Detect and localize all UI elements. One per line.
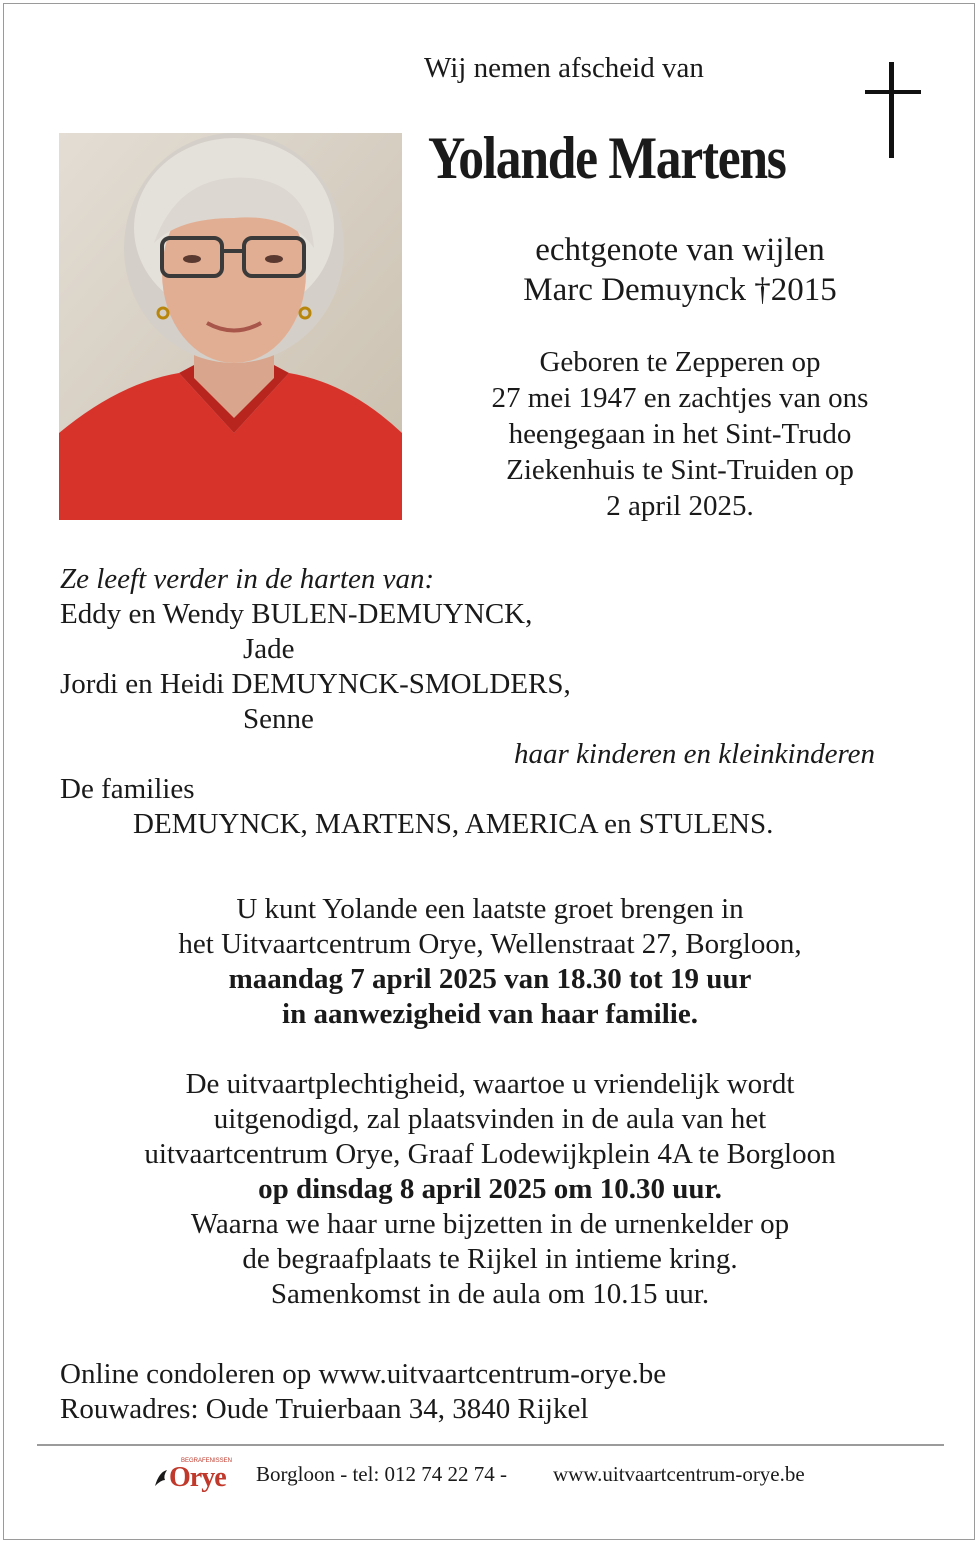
ceremony-line: De uitvaartplechtigheid, waartoe u vriendelijk wordt — [185, 1068, 795, 1100]
family-child-2: Jordi en Heidi DEMUYNCK-SMOLDERS, — [60, 668, 571, 700]
ceremony-line: uitvaartcentrum Orye, Graaf Lodewijkplein 4A te Borgloon — [144, 1138, 836, 1170]
portrait-photo — [59, 133, 402, 520]
spouse-info — [440, 230, 920, 310]
visitation-note: in aanwezigheid van haar familie. — [282, 998, 698, 1030]
family-intro: Ze leeft verder in de harten van: — [60, 563, 435, 595]
cross-icon — [865, 62, 921, 158]
visitation-line: U kunt Yolande een laatste groet brengen in — [236, 893, 744, 925]
dove-icon — [153, 1466, 169, 1492]
footer-divider — [37, 1444, 944, 1446]
ceremony-date: op dinsdag 8 april 2025 om 10.30 uur. — [258, 1173, 722, 1205]
ceremony-line: Samenkomst in de aula om 10.15 uur. — [270, 1278, 710, 1310]
visitation-line: het Uitvaartcentrum Orye, Wellenstraat 27, Borgloon, — [178, 928, 802, 960]
spouse-line-2: Marc Demuynck †2015 — [523, 272, 837, 308]
footer-website-link[interactable]: www.uitvaartcentrum-orye.be — [553, 1462, 805, 1486]
ceremony-line: Waarna we haar urne bijzetten in de urnenkelder op — [190, 1208, 790, 1240]
visitation-info — [0, 892, 980, 1032]
deceased-name: Yolande Martens — [428, 125, 786, 191]
birth-line: Ziekenhuis te Sint-Truiden op — [506, 454, 854, 486]
families-label: De families — [60, 773, 195, 805]
family-grandchild-2: Senne — [243, 703, 314, 735]
logo-word: Orye — [169, 1462, 226, 1493]
spouse-line-1: echtgenote van wijlen — [535, 232, 825, 268]
families-names: DEMUYNCK, MARTENS, AMERICA en STULENS. — [133, 808, 774, 840]
online-condolence: Online condoleren op www.uitvaartcentrum-orye.be — [60, 1358, 667, 1390]
birth-death-info — [440, 344, 920, 524]
footer-info: Borgloon - tel: 012 74 22 74 - — [256, 1462, 508, 1486]
birth-line: 27 mei 1947 en zachtjes van ons — [491, 382, 869, 414]
visitation-date: maandag 7 april 2025 van 18.30 tot 19 uur — [228, 963, 752, 995]
logo-subtitle: BEGRAFENISSEN — [181, 1458, 233, 1464]
ceremony-line: uitgenodigd, zal plaatsvinden in de aula van het — [213, 1103, 767, 1135]
family-relation: haar kinderen en kleinkinderen — [514, 738, 876, 770]
ceremony-line: de begraafplaats te Rijkel in intieme kring. — [242, 1243, 738, 1275]
ceremony-info — [0, 1067, 980, 1312]
intro-text: Wij nemen afscheid van — [424, 52, 704, 84]
mourning-address: Rouwadres: Oude Truierbaan 34, 3840 Rijkel — [60, 1393, 589, 1425]
birth-line: Geboren te Zepperen op — [539, 346, 821, 378]
birth-line: heengegaan in het Sint-Trudo — [508, 418, 852, 450]
family-grandchild-1: Jade — [243, 633, 295, 665]
birth-line: 2 april 2025. — [606, 490, 754, 522]
family-child-1: Eddy en Wendy BULEN-DEMUYNCK, — [60, 598, 533, 630]
orye-logo — [153, 1458, 233, 1498]
